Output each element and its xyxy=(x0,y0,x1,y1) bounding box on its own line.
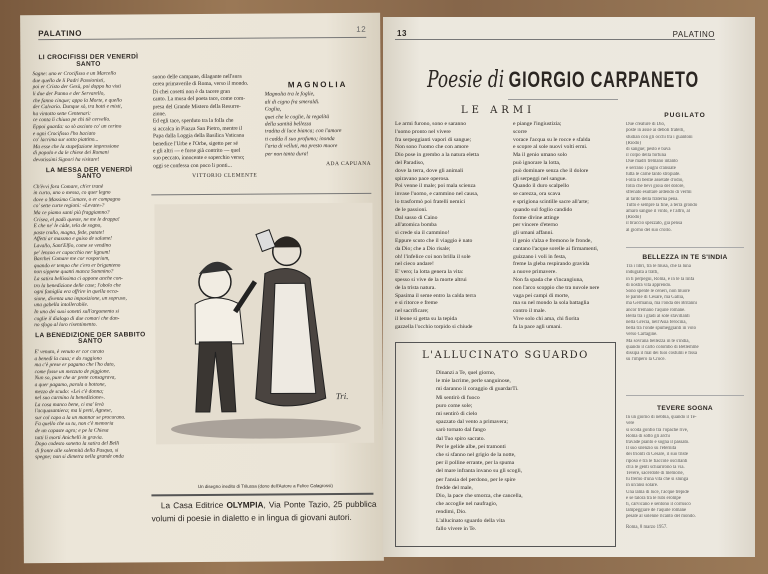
text-line: se carezza, ora scava xyxy=(513,191,561,198)
text-line: vaga pei campi di morte, xyxy=(513,292,570,299)
text-line: Mi sentirò di fuoco xyxy=(436,394,480,401)
text-line: Due creature di Dio, xyxy=(626,122,666,128)
text-line: in ti perpegui, Roma, e in te la linfa xyxy=(626,276,695,282)
poem-box xyxy=(395,342,616,547)
text-line: cantano l'acque sorelle ai firmamenti, xyxy=(513,245,599,252)
text-line: Dopo codesto sonetto la satira del Belli xyxy=(35,440,120,448)
text-line: quando sul foglio candido xyxy=(513,206,573,213)
text-line: di nostra vita apprendo. xyxy=(626,282,672,288)
text-line: di fronte alle solennità della Pasqua, si xyxy=(35,447,119,455)
text-line: spesso si vive de la morte altrui xyxy=(395,276,467,283)
text-line: presa del Grande Mistero della Resurre- xyxy=(152,103,241,110)
header-rule xyxy=(38,37,366,40)
text-line: li due der Panno e der Servarello, xyxy=(32,90,105,98)
text-line: Non fa spada che s'incangiuna, xyxy=(513,276,584,283)
text-line: E che ne' le càde, tela de sogno, xyxy=(33,222,102,230)
text-line: di popolo e da le chiese dei Romani xyxy=(33,149,109,157)
text-line: al giorno del suo crollo. xyxy=(626,227,672,233)
text-line: e scopre al sole nuovi volti ermi. xyxy=(513,144,588,151)
text-line: suo peccato, innocente e soperchio verso; xyxy=(153,155,245,162)
text-line: quando il carto colombo di Betlemme xyxy=(626,344,699,350)
text-line: e sprigiona scintille sacre all'arte; xyxy=(513,198,589,205)
text-line: si scoda gonfio tra l'opache rive, xyxy=(626,427,689,433)
text-lines xyxy=(32,71,145,164)
text-line: il braccio spezzato, già pensa xyxy=(626,221,683,227)
text-line: Quando il duro scalpello xyxy=(513,183,570,190)
text-line: può dominare senza che il dolore xyxy=(513,167,589,174)
text-line: Ma il genio umano solo xyxy=(513,152,568,159)
page-number: 13 xyxy=(397,29,407,38)
poem-bellezza xyxy=(626,251,744,363)
text-line: Le armi furono, sono e saranno xyxy=(395,121,467,127)
text-line: Spasima il seme entro la calda terra xyxy=(395,292,476,299)
text-line: Dinanzi a Te, quel giorno, xyxy=(436,370,496,376)
text-line: In un giorno di nebbia, quando il Te- xyxy=(626,415,697,421)
text-line: Una lama di luce, l'acque trepide xyxy=(626,489,689,495)
text-line: sur col capo a la un mannar se procurano. xyxy=(34,414,126,422)
text-line: spegne; non si dimetra nella grande onda xyxy=(35,453,124,461)
text-line: Tra i libri, tra le musa, che la luna xyxy=(626,264,691,270)
text-line: Eppoi guarda: so sò asciuto co' un cerino xyxy=(32,123,122,131)
text-line: e piange l'ingiustizia; xyxy=(513,121,562,127)
text-line: E' vero; la lotta genera la vita: xyxy=(395,269,464,276)
text-line: amaro sangue il vinto, e l'altro, al xyxy=(626,209,691,215)
text-line: una gabella intollerabile. xyxy=(34,302,89,309)
text-line: ti cadda il suo profumo; inonda xyxy=(264,135,335,143)
text-line: travade pianto e sogna il passato. xyxy=(626,440,690,446)
text-line: riposo è tra le fiaccole oscillanti xyxy=(626,458,688,464)
right-page xyxy=(383,17,755,557)
text-line: del mare infranta invano su gli scogli, xyxy=(436,468,523,475)
text-line: per non tanta dura! xyxy=(265,150,309,158)
artist-signature: Tri. xyxy=(335,390,349,402)
text-line: E' venuto, è venuto er cor curato xyxy=(34,348,104,356)
text-line: il colpo della fortuna xyxy=(626,153,667,159)
text-line: e ogni Crocifisso l'ho baciato xyxy=(32,130,96,137)
text-line: della santità bellezza xyxy=(264,121,312,128)
column-crocifissi xyxy=(32,50,147,461)
text-line: (Riodo) xyxy=(626,215,641,221)
text-line: il leone si getta su la tepida xyxy=(395,315,457,322)
text-line: La cosa manco bene, ci ma' levà xyxy=(34,401,104,408)
text-line: (Riodo) xyxy=(626,140,641,146)
text-line: dove la terra, dove gli animali xyxy=(395,167,464,174)
text-line: Bella tra i gladi al sole sfavillanti xyxy=(626,313,690,319)
text-line: le parole di Cesare, ma Gallia, xyxy=(626,295,685,301)
text-line: nel cieco andare! xyxy=(395,261,434,268)
text-line: paste trullo, magna, fede, patate! xyxy=(33,229,105,237)
text-line: dal Tuo spiro sacrato. xyxy=(436,435,485,442)
text-line: come fosse un mezzuto de piggione. xyxy=(34,368,111,375)
text-line: poste in assie ai deboli fratelli, xyxy=(626,128,685,134)
text-line: invase l'uomo, e cammino nel causa, xyxy=(395,191,479,198)
text-line: Magnolia tra le foglie, xyxy=(264,91,315,98)
text-line: del Paradiso, xyxy=(395,159,425,166)
text-line: su l'impero la Croce. xyxy=(626,357,666,363)
text-line: che accoglie nel naufragio, xyxy=(436,501,498,508)
text-lines xyxy=(626,122,744,234)
text-line: contro il male. xyxy=(513,308,547,315)
text-line: devotissimi Signori ha visitare! xyxy=(33,156,100,164)
poem-le-armi-part1 xyxy=(395,121,509,332)
text-line: de le passioni. xyxy=(395,206,428,213)
divider xyxy=(626,395,744,396)
poem-title: LE ARMI xyxy=(460,105,536,116)
poem-tevere-sogna xyxy=(626,402,744,531)
text-lines xyxy=(153,74,258,171)
text-line: rendimi, Dio. xyxy=(436,509,467,516)
text-line: L'allucinato sguardo della vita xyxy=(436,517,505,524)
text-line: può ignorare la lotta, xyxy=(513,159,561,166)
text-line: Di chei cosetti non è da tacere gran xyxy=(152,88,231,96)
text-line: co' sette curte regioni: «Levate»? xyxy=(33,203,105,210)
text-line: al tardo della fraterna pena. xyxy=(626,196,679,202)
text-line: lampeggiare de l'aquile romane xyxy=(626,508,687,514)
divider xyxy=(151,193,371,196)
article-title: LI CROCIFISSI DER VENERDÌ SANTO xyxy=(38,53,139,68)
text-line: Nun so, pure che ar prete consagrava, xyxy=(34,374,116,382)
text-line: tro la benedizione delle case; l'obolo che xyxy=(33,282,121,289)
text-lines xyxy=(395,121,509,332)
text-line: Ch'èvvi fora Comare, ch'er tranè xyxy=(33,183,104,190)
text-line: guizzano i voli in festa, xyxy=(513,253,567,260)
text-line: spazzato dal vento a primavera; xyxy=(436,419,509,426)
text-line: co' lacrima sur sotto piattino... xyxy=(32,136,99,144)
text-line: all'atomica bomba xyxy=(395,222,437,229)
text-line: spiravano pace operosa. xyxy=(395,175,450,182)
text-line: Ma esse che la stupefazione impressione xyxy=(32,143,119,150)
text-line: non l'arco scoppio che tra nuvole nere xyxy=(513,284,600,291)
page-number: 12 xyxy=(356,24,367,34)
text-line: Eppure scuto che il viaggio è nato xyxy=(395,237,473,244)
author-signature: VITTORIO CLEMENTE xyxy=(192,172,258,180)
text-line: il genio s'alza e fremono le fronde, xyxy=(513,237,592,244)
text-line: Coglia, xyxy=(264,106,282,113)
text-line: a quer pagamo, parola o bottone, xyxy=(34,381,106,389)
text-line: che fanno cinque; appo la Morte, e quello xyxy=(32,97,122,104)
text-lines xyxy=(626,415,744,520)
man-figure xyxy=(195,262,256,413)
running-header: PALATINO xyxy=(672,30,715,39)
text-line: l'aria di velluti, ma presto muore xyxy=(264,143,338,150)
text-line: dove o Massimo Comare, o er compagno xyxy=(33,196,121,204)
text-line: de la trista natura. xyxy=(395,284,436,291)
article-title: LA MESSA DER VENERDÌ SANTO xyxy=(45,165,133,180)
text-line: mezzo de scudo: «Lei c'è donna; xyxy=(34,388,104,395)
text-line: Ma ce piamo santi più fraggiamno? xyxy=(33,209,110,217)
text-line: Dal sasso di Caino xyxy=(395,214,438,221)
text-line: dissipa il mal dei tuoi costumi e fissa xyxy=(626,351,698,357)
text-lines xyxy=(265,91,371,158)
text-line: gli umani affanni. xyxy=(513,230,554,237)
text-line: scorre xyxy=(513,128,527,135)
text-line: ch'a le genti schiarirono la via. xyxy=(626,464,685,470)
text-line: Crisea, el padò queste, ne me le drappa! xyxy=(33,216,120,223)
text-line: mi daranno il coraggio di guardarTi. xyxy=(436,386,519,393)
text-lines xyxy=(626,264,744,363)
text-line: nella Grecia, nell'Asia ferocina, xyxy=(626,320,687,326)
text-line: suono delle campane, dilagante nell'aura xyxy=(152,73,242,81)
text-line: Ed egli tace, sperduto tra la folla che xyxy=(152,118,234,125)
text-line: Poi venne il male; poi mala scienza xyxy=(395,183,476,190)
text-line: dei trionfi di Cesare, il suo triste xyxy=(626,452,688,458)
poem-title: MAGNOLIA xyxy=(287,79,348,90)
page-title xyxy=(427,65,699,95)
divider xyxy=(151,493,373,497)
text-line: fallo vivere in Te. xyxy=(436,525,477,532)
text-line: In uno dei suoi sonetti sull'argomento si xyxy=(34,308,119,316)
text-lines xyxy=(436,369,606,533)
text-line: de un capaste agro; e pe la Chiesa xyxy=(34,427,109,435)
text-line: pesate al solenne ricanto del mondo. xyxy=(626,514,696,520)
divider xyxy=(626,247,744,248)
text-line: sfrenato esultare ardendo di vermi xyxy=(626,190,692,196)
text-line: ma c'è prese er pagamo che l'ho dato, xyxy=(34,361,115,369)
advert-text: , Via Ponte Tazio, 25 pubblica volumi di poesie in dialetto e in lingua di giovani autori. xyxy=(151,498,377,524)
text-line: da Dio; che a Dio risale; xyxy=(395,245,451,252)
text-line: Tutto è sempre la fine, a terra grondo xyxy=(626,202,698,208)
text-line: bella tra l'onde spumeggianti in volo xyxy=(626,326,697,332)
text-line: Lavallo, Sant'Elfio, come se vendino xyxy=(33,242,112,250)
text-line: Dio pose in grembo a la natura eletta xyxy=(395,152,479,159)
author-signature: ADA CAPUANA xyxy=(326,160,372,168)
text-line: Roma di sotto gli archi xyxy=(626,433,670,439)
poet-name: GIORGIO CARPANETO xyxy=(508,67,699,92)
advert-text: La Casa Editrice xyxy=(160,499,227,511)
title-underline xyxy=(508,99,618,100)
text-line: vere xyxy=(626,421,635,427)
text-line: indugiata a tratti, xyxy=(626,270,659,276)
text-line: e si ritorce e freme xyxy=(395,300,438,307)
running-header: PALATINO xyxy=(38,28,82,39)
poem-title: BELLEZZA IN TE S'INDIA xyxy=(642,254,728,261)
text-line: Vive solo chi ama, chi fiorita xyxy=(513,315,579,322)
text-line: Per le gelide albe, pei tramonti xyxy=(436,443,506,450)
poem-pugilato xyxy=(626,109,744,234)
trilussa-drawing xyxy=(154,203,374,445)
text-line: verso Cartagine. xyxy=(626,332,658,338)
text-line: ali di cigno fra smeraldi. xyxy=(264,98,320,106)
poem-allucinato-sguardo xyxy=(436,369,606,533)
text-line: e gli altri — e forse già contrito — quel xyxy=(153,147,241,155)
text-line: coglie il dialogo di due comari che dan- xyxy=(34,315,120,322)
text-line: gli serpeggi nel sangue. xyxy=(513,175,567,182)
text-lines xyxy=(513,121,621,332)
text-line: per vincere d'eterno xyxy=(513,222,558,229)
text-line: l'acquasantiera; ma li preti, Agnese, xyxy=(34,407,112,415)
text-line: oggi se confessa con poco li ponti... xyxy=(153,162,232,170)
text-line: La satira bellissima ci oppone anche con- xyxy=(33,275,123,283)
text-line: studian con gli occhi tra i guantoni xyxy=(626,134,693,140)
text-line: si accalca in Piazza San Pietro, mentre il xyxy=(152,125,243,133)
text-lines xyxy=(33,183,146,329)
woman-figure xyxy=(255,229,326,406)
illustration-caption: Un disegno inedito di Trilussa (dono dell'Autore a Felice Calagrossi) xyxy=(197,483,333,490)
text-line: non sippene quanti manca Sommino? xyxy=(33,269,114,276)
column-continuation xyxy=(153,74,258,181)
text-line: Sagne: uno er Crocifisso e un Marcello xyxy=(32,70,116,78)
text-line: sarò tornato dal fango xyxy=(436,427,486,434)
text-line: tradita di luce bianca; con l'amore xyxy=(264,128,342,135)
text-line: oh! l'infelice coi non brilla il sole xyxy=(395,253,471,260)
text-line: ancor tremano l'aquile romane. xyxy=(626,307,686,313)
text-line: forme divine attinge xyxy=(513,214,560,221)
text-line: fa la pace agli umani. xyxy=(513,323,562,330)
text-line: di sangue; pesto e bava xyxy=(626,147,671,153)
text-line: der Calvario. Dunque sò, tra botti e misti, xyxy=(32,103,122,111)
text-line: ma Germania, ma l'onda dei Britanni xyxy=(626,301,697,307)
text-line: ti, carvicano e sentono il corrusco xyxy=(626,502,691,508)
text-line: Due madri tremano intanto xyxy=(626,159,678,165)
dateline: Roma, 8 marzo 1957. xyxy=(626,524,668,530)
text-line: Il suo silenzio su l'eternità xyxy=(626,446,677,452)
text-line: Folla di bestie assetate d'odio, xyxy=(626,178,684,184)
poem-title: L'ALLUCINATO SGUARDO xyxy=(422,350,589,361)
text-line: Non sono l'uomo che con amore xyxy=(395,144,469,151)
text-line: Fa quello che su tu, non c'è memoria xyxy=(34,421,114,428)
text-line: sione, diventa una imposizione, un sopruso, xyxy=(34,295,127,302)
text-lines xyxy=(34,348,147,461)
text-line: nel sacrificare; xyxy=(395,308,429,315)
text-line: in curto, uno o messa, co quer legno xyxy=(33,189,111,197)
title-script: Poesie di xyxy=(427,67,505,93)
text-line: ogni famiglia era offrire in quella occa- xyxy=(34,288,119,296)
publisher-name: OLYMPIA xyxy=(226,499,264,510)
text-line: Tevere, sacerdote di memorie, xyxy=(626,471,684,477)
text-line: folla che bevi gioia del dolore, xyxy=(626,184,685,190)
text-line: Sono spente le ceneri, non muore xyxy=(626,289,690,295)
text-line: ha vintotto sette Centenari: xyxy=(32,110,91,117)
text-line: puro come sole; xyxy=(436,402,473,409)
text-line: lo trasformò poi fratelli nemici xyxy=(395,198,466,205)
text-line: Barchei Comare me cor vosporium, xyxy=(33,255,110,263)
text-line: Dio, la pace che smorza, che cancella, xyxy=(436,493,523,500)
header-rule xyxy=(395,39,715,40)
text-line: vorace l'acqua su le rocce e sfalda xyxy=(513,136,591,143)
text-line: freme la gleba respirando gravida xyxy=(513,261,590,268)
poem-magnolia xyxy=(265,77,372,169)
poem-title: TEVERE SOGNA xyxy=(657,405,713,412)
text-line: ma su nel mondo la sola battaglia xyxy=(513,300,590,307)
publisher-advert xyxy=(151,498,376,526)
text-line: e se talora tra le rubi erompe xyxy=(626,495,681,501)
text-line: nel suo carmino la benedizione». xyxy=(34,394,105,402)
text-line: l'uomo pronto nel vivere xyxy=(395,128,451,135)
text-line: Ma sovrana bellezza in te s'india, xyxy=(626,338,690,344)
poem-le-armi-part2 xyxy=(513,121,621,332)
text-line: tutti li morti Anichelli in gravia. xyxy=(35,434,103,441)
text-line: ce conta li chiuso pe chi tiè cervello. xyxy=(32,116,111,124)
text-line: zione. xyxy=(152,111,167,118)
text-line: che si sfanno nel grigio de la notte, xyxy=(436,452,516,459)
text-line: benedice l'Urbe e l'Orbe, sigetto per sé xyxy=(152,140,238,147)
text-line: a nuove primavere. xyxy=(513,269,557,276)
text-line: gazzella l'occhio torpido si chiude xyxy=(395,323,473,330)
text-line: Affetti ar massmo e guiso de salume! xyxy=(33,236,112,243)
article-title: LA BENEDIZIONE DER SABBITO SANTO xyxy=(35,331,146,346)
text-line: mi sentirò di cielo xyxy=(436,411,478,418)
text-line: cerea primaverile di Roma, verso il mondo. xyxy=(152,81,249,88)
text-line: no sfogo al loro risentimento. xyxy=(34,321,97,329)
left-page xyxy=(20,13,384,563)
text-line: quando er tempo che c'ero er briganteno xyxy=(33,262,121,269)
text-line: tutta le carne tanto stropiate. xyxy=(626,171,681,177)
text-line: tu fremo d'una vita che si slunga xyxy=(626,477,689,483)
poem-title: PUGILATO xyxy=(664,112,706,119)
text-line: in un'ansi solare. xyxy=(626,483,659,489)
text-line: fra serpeggianti vapori di sangue; xyxy=(395,136,472,143)
text-line: due quello de li Padri Passionisti, xyxy=(32,77,105,84)
text-line: per il polline errante, per la spuma xyxy=(436,460,515,467)
text-line: a benedì la casa; e do ruggiono xyxy=(34,355,102,362)
text-line: poi er Cristo der Gesù, poi doppo ha visti xyxy=(32,83,122,91)
text-line: pe' lenzoo er capocchio ner lignum! xyxy=(33,249,111,256)
text-line: Papa dalla Loggia della Basilica Vaticana xyxy=(152,132,245,140)
text-line: si crede sia il cammino! xyxy=(395,230,450,237)
text-line: e serrano i pugni d'ansiate xyxy=(626,165,676,171)
text-line: le mie lacrime, perle sanguinose, xyxy=(436,378,511,385)
text-line: quei che le coglie, la regalità xyxy=(264,113,330,121)
text-line: fredde del male, xyxy=(436,484,473,491)
text-line: per l'ansia del perdono, per le spire xyxy=(436,476,516,483)
text-line: canto. La musa del poeta tace, come com- xyxy=(152,95,246,103)
